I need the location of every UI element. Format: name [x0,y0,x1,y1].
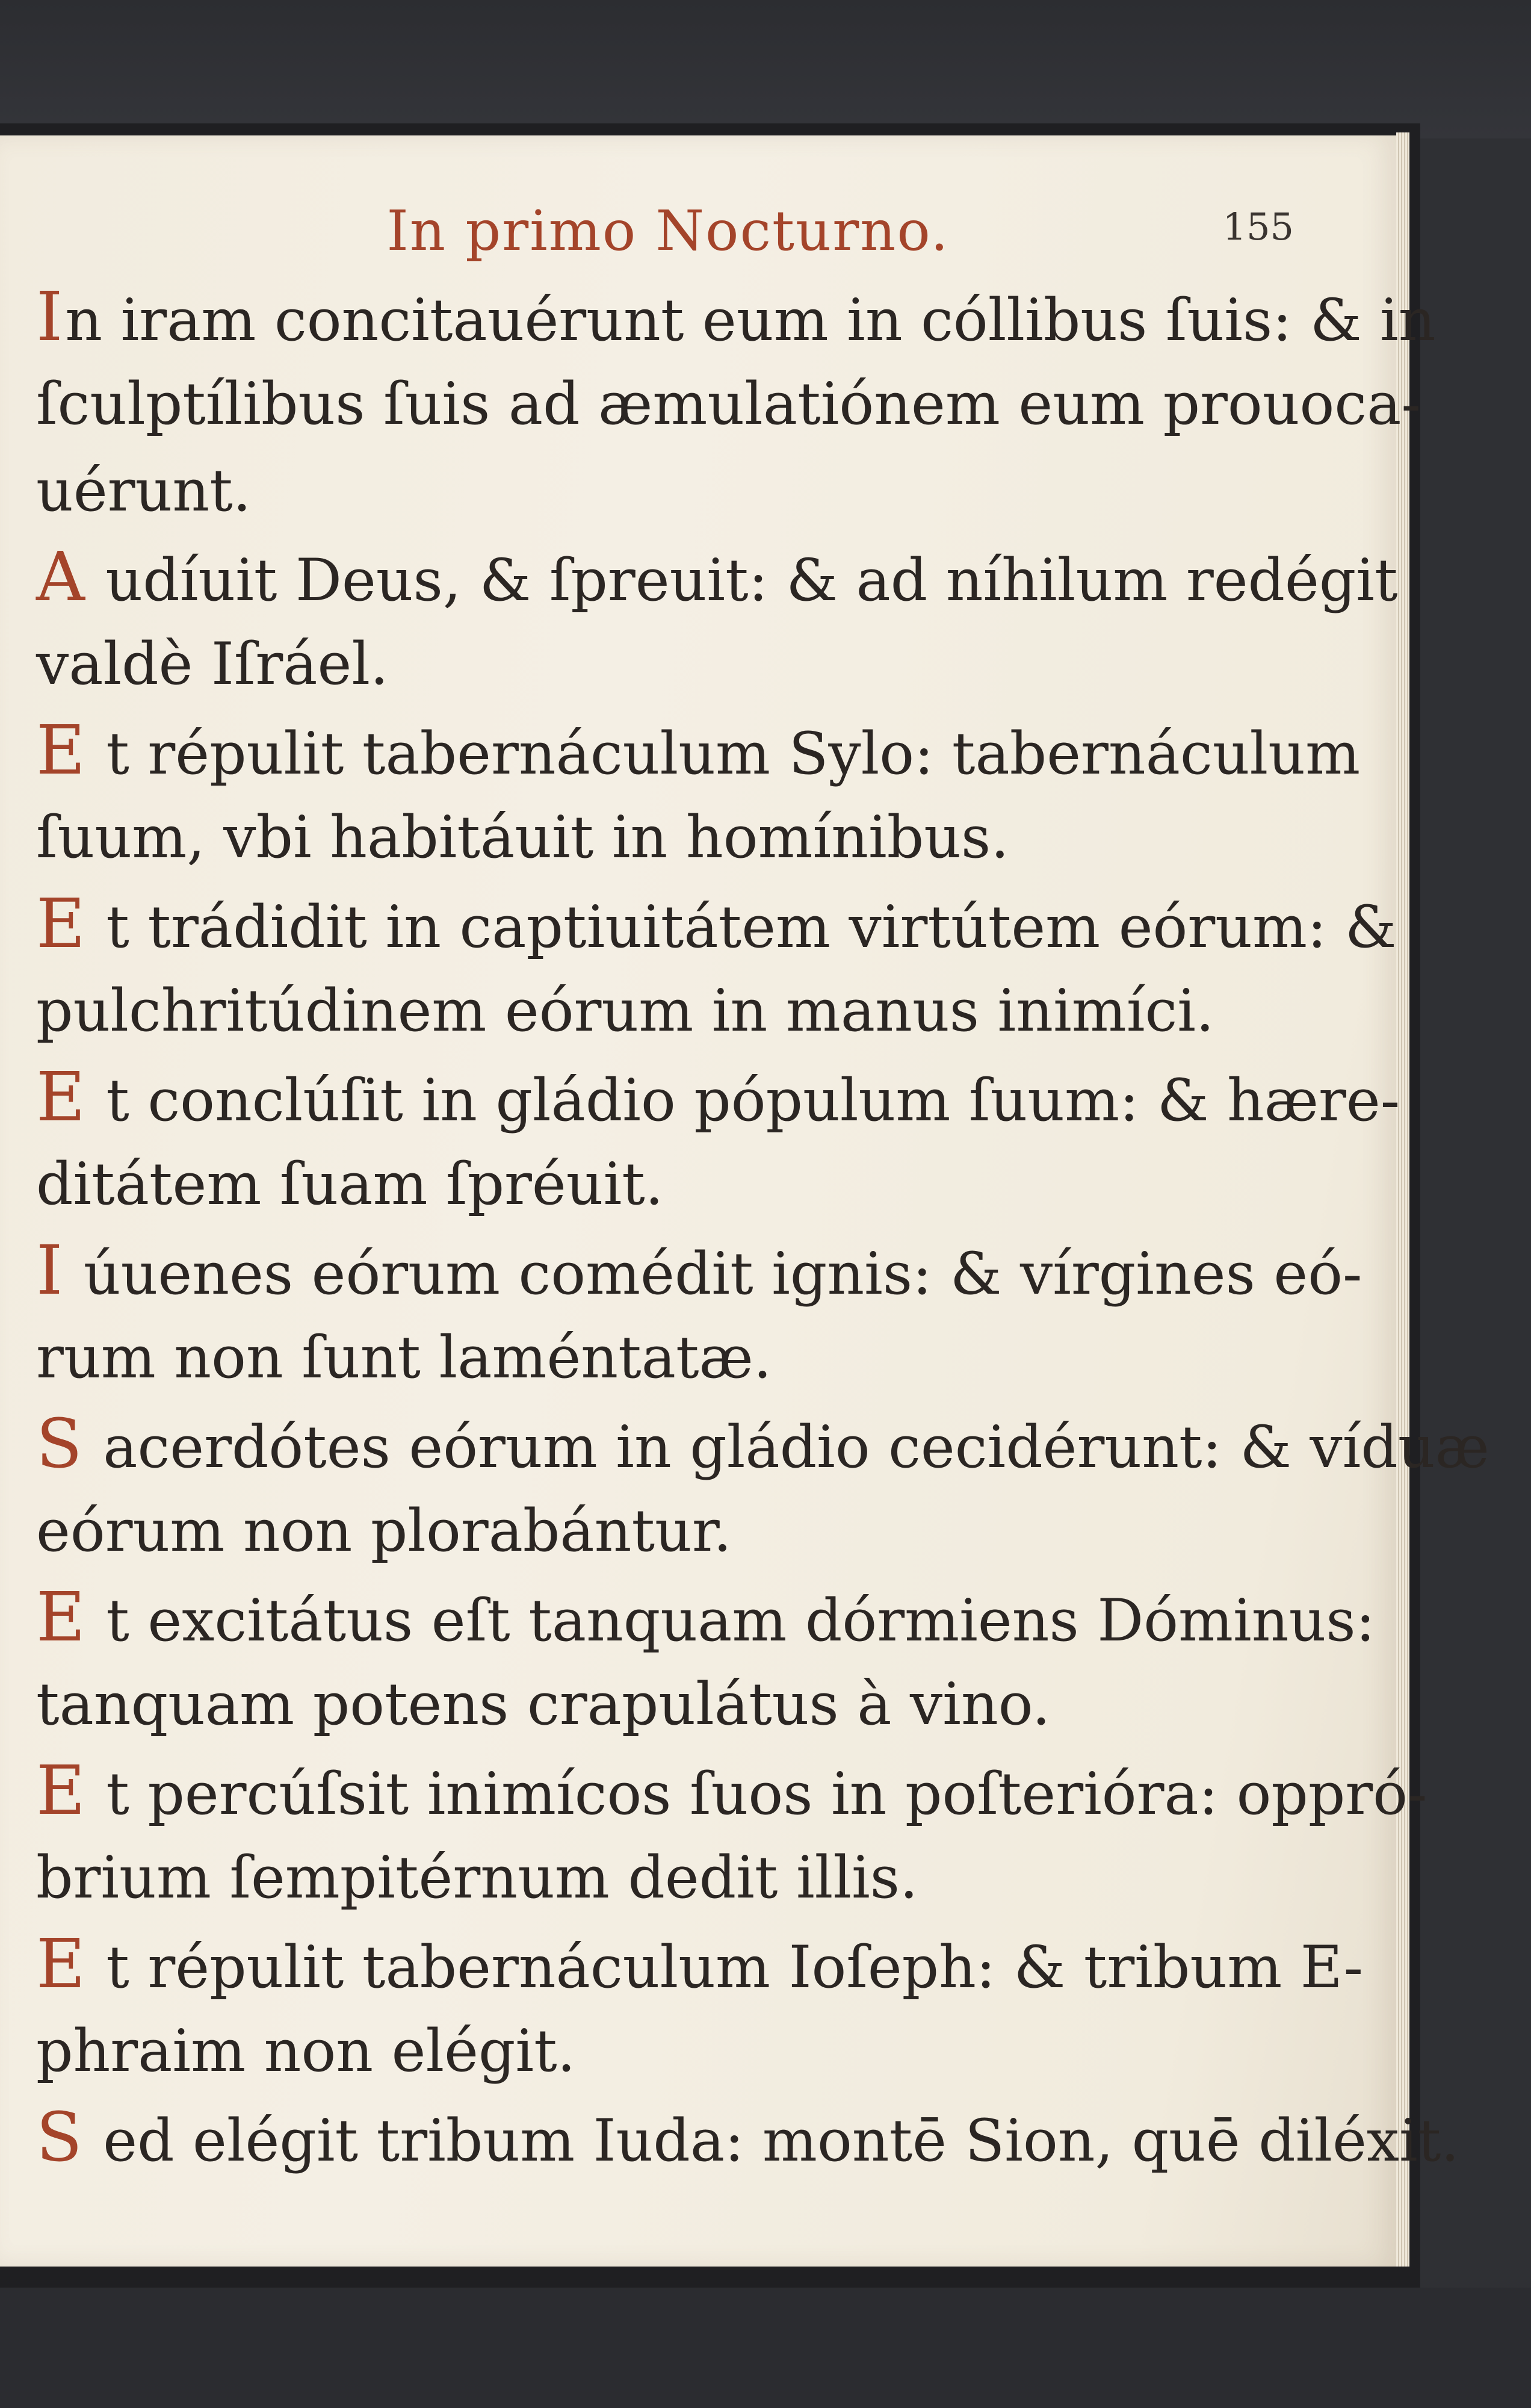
line-text: pulchritúdinem eórum in manus inimíci. [36,977,1214,1044]
text-line [36,2094,1459,2181]
line-text: úuenes eórum comédit ignis: & vírgines eó- [65,1240,1362,1308]
text-line [36,1227,1362,1314]
text-line [36,881,1397,967]
scan-background-top [0,0,1531,138]
text-line [36,707,1361,794]
rubricated-initial: I [36,1232,63,1310]
line-text: ed elégit tribum Iuda: montē Sion, quē diléxit. [84,2107,1459,2174]
rubricated-initial: E [36,1752,85,1830]
rubricated-initial: S [36,1405,82,1483]
text-line [36,1574,1375,1661]
line-text: eórum non plorabántur. [36,1497,732,1565]
line-text: ſuum, vbi habitáuit in homínibus. [36,804,1009,871]
line-text: n iram concitauérunt eum in cóllibus ſuis: & in [65,287,1436,354]
text-line [36,1314,1300,1401]
verse [36,1227,1362,1401]
page-fore-edge [1396,132,1409,2267]
rubricated-initial: E [36,1058,85,1137]
running-head: In primo Nocturno. [386,199,950,263]
text-line [36,2008,1300,2094]
verse [36,707,1361,881]
line-text: t excitátus eſt tanquam dórmiens Dóminus: [87,1587,1375,1654]
text-line [36,1661,1300,1748]
text-line [36,1054,1400,1141]
line-text: acerdótes eórum in gládio cecidérunt: & víduæ [84,1413,1489,1481]
verse [36,1748,1427,1921]
text-line [36,1401,1489,1488]
text-line [36,621,1300,707]
text-line [36,1921,1364,2008]
text-line [36,1834,1300,1921]
line-text: uérunt. [36,457,252,524]
line-text: brium ſempitérnum dedit illis. [36,1844,918,1911]
line-text: valdè Iſráel. [36,630,389,698]
line-text: ſculptílibus ſuis ad æmulatiónem eum prouoca- [36,370,1421,438]
line-text: t répulit tabernáculum Ioſeph: & tribum E- [87,1934,1364,2001]
text-line [36,1488,1300,1574]
verse [36,274,1436,534]
verse [36,881,1397,1054]
rubricated-initial: E [36,712,85,790]
rubricated-initial: S [36,2099,82,2177]
verse [36,2094,1459,2181]
line-text: tanquam potens crapulátus à vino. [36,1671,1051,1738]
text-line [36,274,1436,361]
verse [36,534,1398,707]
rubricated-initial: A [36,538,85,616]
rubricated-initial: E [36,1925,85,2003]
text-line [36,794,1300,881]
psalm-text [36,274,1489,2181]
line-text: t trádidit in captiuitátem virtútem eórum: & [87,893,1397,961]
scan-background-bottom [0,2288,1531,2408]
line-text: rum non ſunt laméntatæ. [36,1324,772,1391]
verse [36,1921,1364,2094]
rubricated-initial: I [36,278,63,356]
text-line [36,361,1421,447]
verse [36,1054,1400,1227]
page-header [24,199,1294,265]
text-line [36,1141,1300,1227]
line-text: udíuit Deus, & ſpreuit: & ad níhilum redégit [87,547,1398,614]
text-line [36,534,1398,621]
line-text: t conclúſit in gládio pópulum ſuum: & hære- [87,1067,1400,1134]
verse [36,1401,1489,1574]
page-number: 155 [1222,205,1294,249]
line-text: t percúſsit inimícos ſuos in poſterióra: oppró- [87,1760,1427,1828]
text-line [36,1748,1427,1834]
line-text: t répulit tabernáculum Sylo: tabernáculum [87,720,1361,787]
text-line [36,447,1300,534]
line-text: ditátem ſuam ſpréuit. [36,1150,664,1218]
rubricated-initial: E [36,1578,85,1657]
line-text: phraim non elégit. [36,2017,576,2085]
rubricated-initial: E [36,885,85,963]
text-line [36,967,1300,1054]
verse [36,1574,1375,1748]
